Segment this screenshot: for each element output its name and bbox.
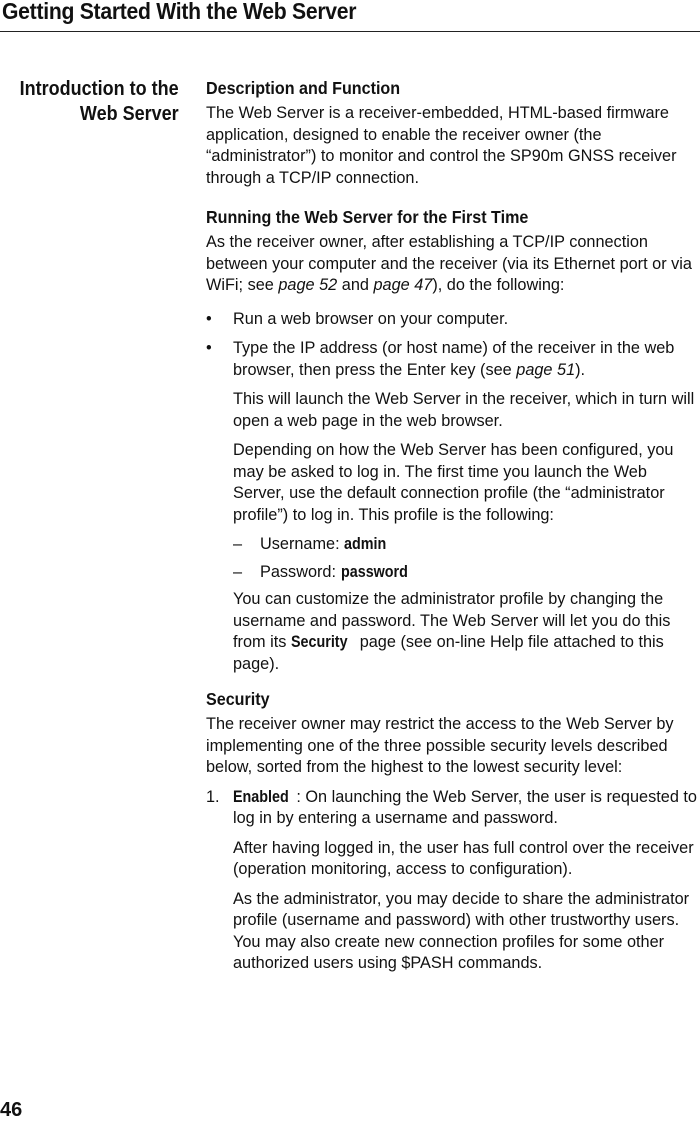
bullet-item bbox=[206, 309, 700, 331]
bullet-mark: • bbox=[206, 339, 212, 357]
page-ref-51[interactable]: page 51 bbox=[516, 360, 576, 379]
credential-username bbox=[206, 534, 700, 556]
password-label: Password: bbox=[260, 562, 341, 581]
page-header-title: Getting Started With the Web Server bbox=[2, 0, 357, 24]
bullet-text-ip-a: Type the IP address (or host name) of the receiver in the web browser, then press the Enter key (see bbox=[233, 339, 675, 379]
customize-text-a: You can customize the administrator profile by changing the username and password. The Web Server will let you do this from its bbox=[233, 590, 671, 651]
running-intro-text-a: As the receiver owner, after establishing a TCP/IP connection between your computer and the receiver (via its Ethernet port or via WiFi; see bbox=[206, 233, 692, 294]
security-heading: Security bbox=[206, 689, 270, 709]
header-rule bbox=[0, 31, 700, 32]
password-value: password bbox=[340, 562, 408, 581]
running-intro-text-b: and bbox=[337, 276, 374, 294]
page-ref-47[interactable]: page 47 bbox=[373, 276, 433, 294]
side-heading-line2: Web Server bbox=[80, 103, 179, 125]
launch-text: This will launch the Web Server in the receiver, which in turn will open a web page in the web browser. bbox=[233, 390, 695, 430]
running-intro-text-c: ), do the following: bbox=[432, 276, 565, 294]
bullet-text-ip-b: ). bbox=[575, 360, 586, 379]
running-heading: Running the Web Server for the First Time bbox=[206, 207, 529, 227]
security-level-item bbox=[206, 787, 700, 830]
level-enabled-text: : On launching the Web Server, the user is requested to log in by entering a username and password. bbox=[233, 787, 697, 827]
side-heading-line1: Introduction to the bbox=[20, 78, 179, 100]
level-enabled-label: Enabled bbox=[233, 787, 289, 806]
description-heading: Description and Function bbox=[206, 78, 401, 98]
running-intro bbox=[206, 232, 700, 297]
username-label: Username: bbox=[260, 535, 345, 553]
security-intro: The receiver owner may restrict the access to the Web Server by implementing one of the three possible security levels described below, sorted from the highest to the lowest security level: bbox=[206, 715, 674, 776]
credential-password bbox=[206, 562, 700, 584]
bullet-text-browser: Run a web browser on your computer. bbox=[233, 309, 509, 328]
depending-text: Depending on how the Web Server has been configured, you may be asked to log in. The first time you launch the Web Server, use the default connection profile (the “administrator profile”) to log in. This profile is the following: bbox=[233, 441, 674, 524]
bullet-item bbox=[206, 338, 700, 381]
dash-mark: – bbox=[233, 562, 243, 581]
main-content bbox=[206, 76, 700, 983]
level-enabled-para3: As the administrator, you may decide to share the administrator profile (username and password) with other trustworthy users. You may also create new connection profiles for some other authorized users using $PASH commands. bbox=[233, 889, 690, 972]
dash-mark: – bbox=[233, 535, 243, 553]
security-page-term: Security bbox=[290, 633, 348, 651]
bullet-mark: • bbox=[206, 309, 212, 328]
side-heading bbox=[20, 77, 179, 127]
page-number: 46 bbox=[0, 1099, 23, 1121]
customize-text bbox=[206, 589, 700, 675]
customize-text-b: page (see on-line Help file attached to this page). bbox=[233, 633, 664, 673]
description-text: The Web Server is a receiver-embedded, HTML-based firmware application, designed to enable the receiver owner (the “administrator”) to monitor and control the SP90m GNSS receiver through a TCP/IP connection. bbox=[206, 104, 677, 187]
item-number: 1. bbox=[206, 787, 220, 806]
page-ref-52[interactable]: page 52 bbox=[278, 276, 338, 294]
username-value: admin bbox=[344, 535, 387, 553]
level-enabled-para2: After having logged in, the user has full control over the receiver (operation monitoring, access to configuration). bbox=[233, 838, 694, 878]
